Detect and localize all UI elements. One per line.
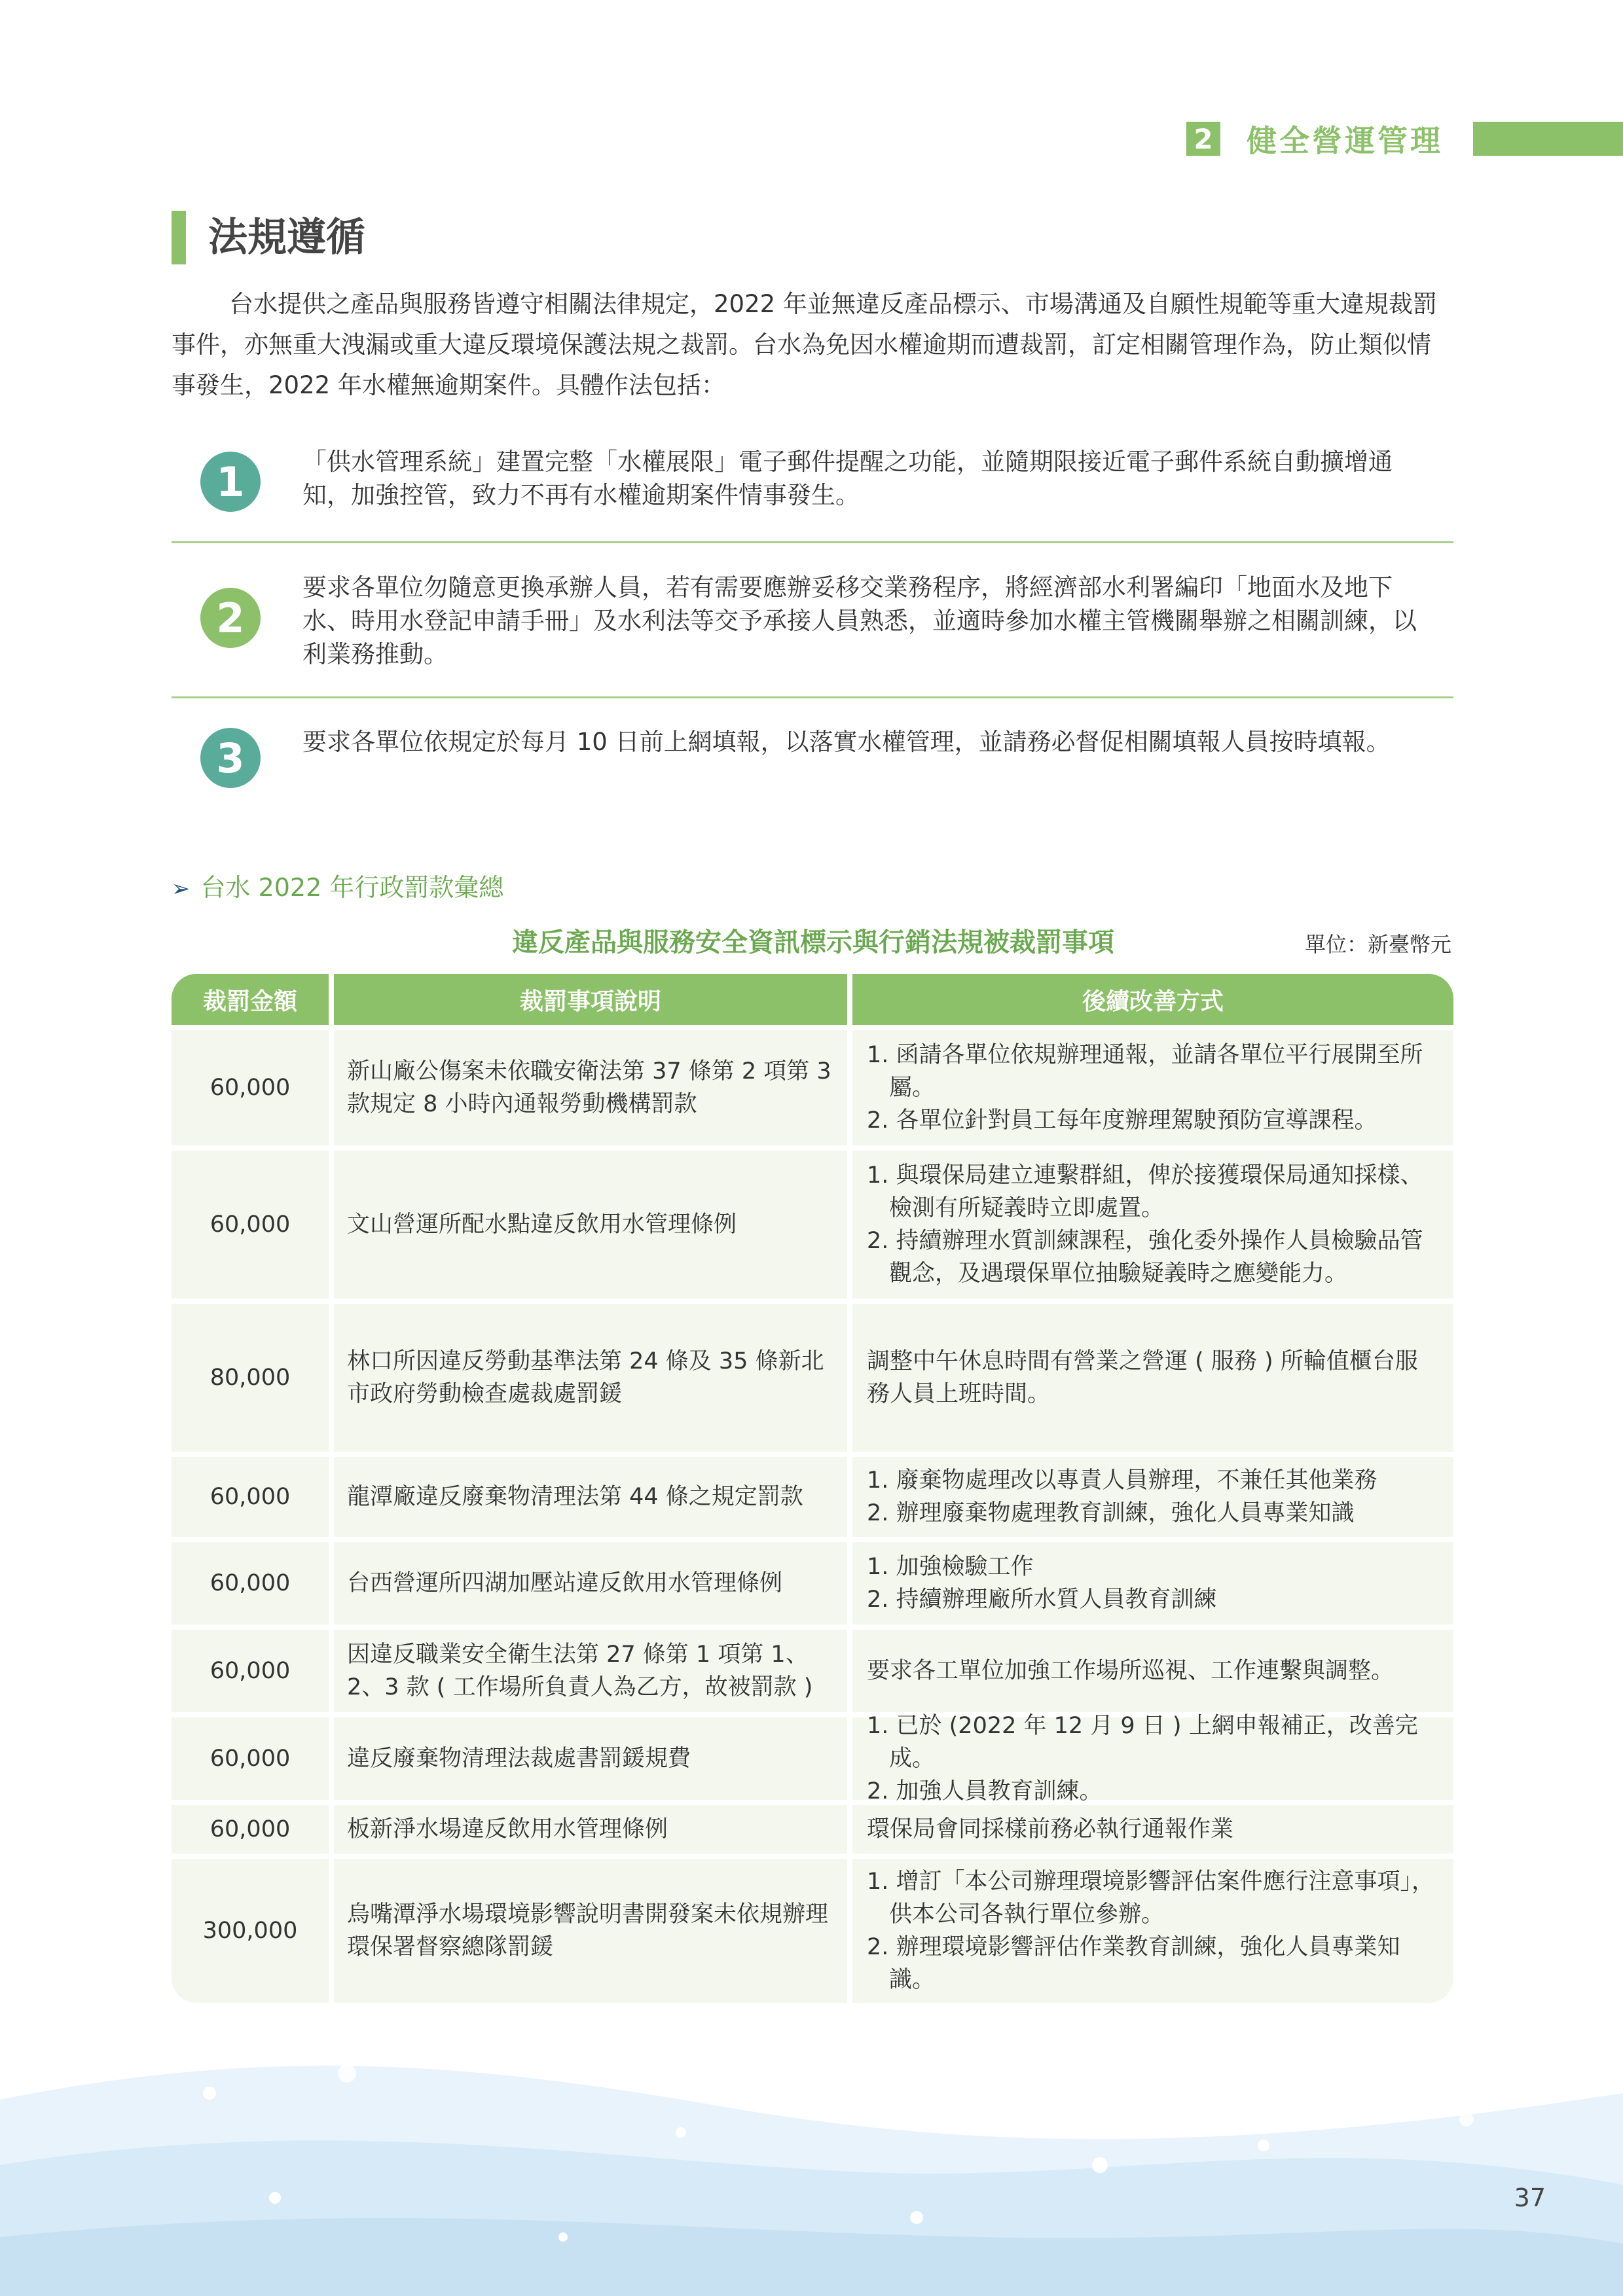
table-row xyxy=(172,1859,1453,2003)
page-number: 37 xyxy=(1514,2183,1546,2212)
chapter-accent-bar xyxy=(1473,122,1623,156)
table-row xyxy=(172,1805,1453,1854)
improvement-actions xyxy=(852,1457,1453,1537)
table-row xyxy=(172,1457,1453,1537)
penalty-amount: 60,000 xyxy=(172,1805,329,1854)
section-title: 法規遵循 xyxy=(208,215,365,260)
subsection-title: 台水 2022 年行政罰款彙總 xyxy=(200,873,504,902)
section-accent-bar xyxy=(172,211,186,264)
number-3-icon: 3 xyxy=(200,728,261,788)
improvement-action: 1. 函請各單位依規辦理通報，並請各單位平行展開至所屬。 xyxy=(867,1042,1423,1101)
header-amount: 裁罰金額 xyxy=(202,988,297,1015)
table-header xyxy=(172,974,1453,1025)
penalty-amount: 60,000 xyxy=(172,1457,329,1537)
improvement-action: 1. 增訂「本公司辦理環境影響評估案件應行注意事項」，供本公司各執行單位參辦。 xyxy=(867,1869,1435,1928)
item-text: 要求各單位依規定於每月 10 日前上網填報，以落實水權管理，並請務必督促相關填報人員按時填報。 xyxy=(302,728,1391,756)
table-row xyxy=(172,1713,1453,1804)
improvement-action: 調整中午休息時間有營業之營運 ( 服務 ) 所輪值櫃台服務人員上班時間。 xyxy=(867,1348,1418,1407)
penalty-description: 新山廠公傷案未依職安衛法第 37 條第 2 項第 3 款規定 8 小時內通報勞動機構罰款 xyxy=(334,1030,847,1145)
chapter-number: 2 xyxy=(1186,122,1220,156)
chapter-title: 健全營運管理 xyxy=(1247,123,1443,158)
improvement-action: 環保局會同採樣前務必執行通報作業 xyxy=(867,1816,1234,1842)
improvement-action: 1. 與環保局建立連繫群組，俾於接獲環保局通知採樣、檢測有所疑義時立即處置。 xyxy=(867,1162,1423,1221)
penalty-description: 因違反職業安全衛生法第 27 條第 1 項第 1、2、3 款 ( 工作場所負責人為乙方，故被罰款 ) xyxy=(334,1630,847,1712)
improvement-action: 1. 加強檢驗工作 xyxy=(867,1554,1034,1580)
table-row xyxy=(172,1542,1453,1624)
table-row xyxy=(172,1151,1453,1299)
item-text: 要求各單位勿隨意更換承辦人員，若有需要應辦妥移交業務程序，將經濟部水利署編印「地面水及地下水、時用水登記申請手冊」及水利法等交予承接人員熟悉，並適時參加水權主管機關舉辦之相關訓練，以利業務推動。 xyxy=(302,573,1417,668)
table-body xyxy=(172,1030,1453,2003)
divider xyxy=(172,696,1453,698)
table-unit: 單位：新臺幣元 xyxy=(1304,932,1451,957)
improvement-action: 1. 廢棄物處理改以專責人員辦理，不兼任其他業務 xyxy=(867,1467,1377,1494)
penalty-amount: 60,000 xyxy=(172,1151,329,1299)
penalty-amount: 80,000 xyxy=(172,1304,329,1452)
penalty-table xyxy=(172,974,1453,2003)
header-improvement: 後續改善方式 xyxy=(1082,988,1224,1015)
improvement-action: 2. 各單位針對員工每年度辦理駕駛預防宣導課程。 xyxy=(867,1107,1377,1134)
item-text: 「供水管理系統」建置完整「水權展限」電子郵件提醒之功能，並隨期限接近電子郵件系統自動擴增通知，加強控管，致力不再有水權逾期案件情事發生。 xyxy=(302,448,1393,509)
improvement-actions xyxy=(852,1713,1453,1804)
table-row xyxy=(172,1304,1453,1452)
improvement-action: 2. 辦理環境影響評估作業教育訓練，強化人員專業知識。 xyxy=(867,1934,1400,1993)
penalty-amount: 60,000 xyxy=(172,1630,329,1712)
penalty-description: 板新淨水場違反飲用水管理條例 xyxy=(334,1805,847,1854)
improvement-action: 要求各工單位加強工作場所巡視、工作連繫與調整。 xyxy=(867,1658,1395,1684)
penalty-amount: 300,000 xyxy=(172,1859,329,2003)
improvement-action: 2. 加強人員教育訓練。 xyxy=(867,1778,1103,1804)
improvement-action: 2. 持續辦理水質訓練課程，強化委外操作人員檢驗品管觀念，及遇環保單位抽驗疑義時之應變能力。 xyxy=(867,1228,1423,1287)
footer-wave-decoration xyxy=(0,2021,1623,2296)
penalty-amount: 60,000 xyxy=(172,1030,329,1145)
table-row xyxy=(172,1030,1453,1145)
improvement-action: 2. 持續辦理廠所水質人員教育訓練 xyxy=(867,1587,1217,1613)
improvement-action: 2. 辦理廢棄物處理教育訓練，強化人員專業知識 xyxy=(867,1500,1355,1526)
improvement-actions xyxy=(852,1304,1453,1452)
number-2-icon: 2 xyxy=(200,588,261,648)
table-row xyxy=(172,1630,1453,1712)
improvement-action: 1. 已於 (2022 年 12 月 9 日 ) 上網申報補正，改善完成。 xyxy=(867,1713,1418,1772)
header-description: 裁罰事項說明 xyxy=(519,988,661,1015)
penalty-amount: 60,000 xyxy=(172,1542,329,1624)
improvement-actions xyxy=(852,1542,1453,1624)
divider xyxy=(172,541,1453,543)
improvement-actions xyxy=(852,1859,1453,2003)
table-title: 違反產品與服務安全資訊標示與行銷法規被裁罰事項 xyxy=(512,927,1114,958)
penalty-description: 台西營運所四湖加壓站違反飲用水管理條例 xyxy=(334,1542,847,1624)
penalty-description: 違反廢棄物清理法裁處書罰鍰規費 xyxy=(334,1717,847,1800)
improvement-actions xyxy=(852,1151,1453,1299)
arrow-icon: ➢ xyxy=(172,876,191,902)
improvement-actions xyxy=(852,1630,1453,1712)
penalty-amount: 60,000 xyxy=(172,1717,329,1800)
penalty-description: 文山營運所配水點違反飲用水管理條例 xyxy=(334,1151,847,1299)
improvement-actions xyxy=(852,1805,1453,1854)
improvement-actions xyxy=(852,1030,1453,1145)
penalty-description: 烏嘴潭淨水場環境影響說明書開發案未依規辦理環保署督察總隊罰鍰 xyxy=(334,1859,847,2003)
number-1-icon: 1 xyxy=(200,452,261,512)
section-intro: 台水提供之產品與服務皆遵守相關法律規定，2022 年並無違反產品標示、市場溝通及自願性規範等重大違規裁罰事件，亦無重大洩漏或重大違反環境保護法規之裁罰。台水為免因水權逾期而遭裁罰，訂定相關管理作為，防止類似情事發生，2022 年水權無逾期案件。具體作法包括： xyxy=(172,290,1437,399)
chapter-tab xyxy=(1186,122,1443,156)
subsection-heading xyxy=(172,869,503,907)
penalty-description: 龍潭廠違反廢棄物清理法第 44 條之規定罰款 xyxy=(334,1457,847,1537)
penalty-description: 林口所因違反勞動基準法第 24 條及 35 條新北市政府勞動檢查處裁處罰鍰 xyxy=(334,1304,847,1452)
